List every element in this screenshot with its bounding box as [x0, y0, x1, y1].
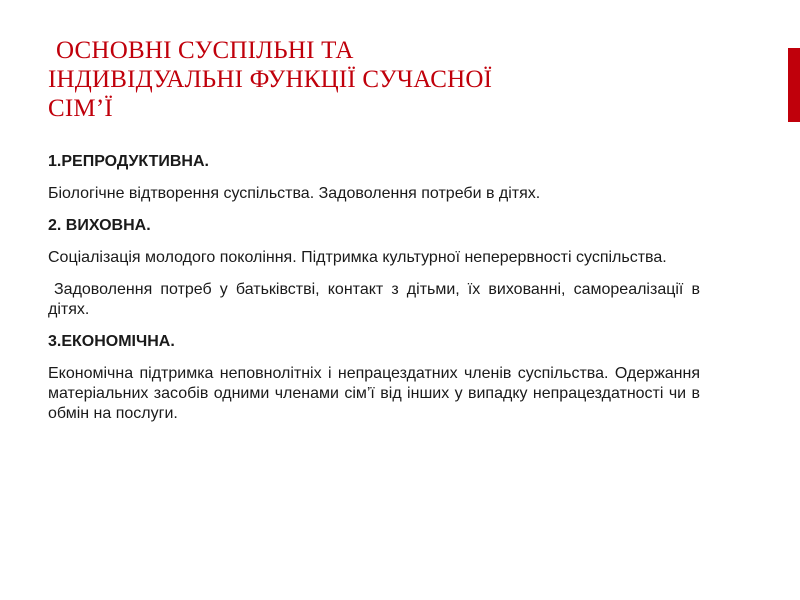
title-line-3: СІМ’Ї — [48, 95, 113, 122]
accent-bar — [788, 48, 800, 122]
title-line-2: ІНДИВІДУАЛЬНІ ФУНКЦІЇ СУЧАСНОЇ — [48, 66, 493, 93]
section-heading-educational: 2. ВИХОВНА. — [48, 217, 151, 234]
slide-title — [48, 36, 568, 123]
section-heading-economic: 3.ЕКОНОМІЧНА. — [48, 333, 175, 350]
section-text-educational-1: Соціалізація молодого покоління. Підтримка культурної неперервності суспільства. — [48, 249, 667, 266]
title-line-1: ОСНОВНІ СУСПІЛЬНІ ТА — [56, 37, 354, 64]
slide-body — [48, 152, 700, 424]
section-heading-reproductive: 1.РЕПРОДУКТИВНА. — [48, 153, 209, 170]
section-text-economic: Економічна підтримка неповнолітніх і непрацездатних членів суспільства. Одержання матеріальних засобів одними членами сім’ї від інших у випадку непрацездатності чи в обмін на послуги. — [48, 365, 700, 422]
section-text-reproductive: Біологічне відтворення суспільства. Задоволення потреби в дітях. — [48, 185, 541, 202]
section-text-educational-2: Задоволення потреб у батьківстві, контакт з дітьми, їх вихованні, самореалізації в дітях. — [48, 281, 700, 318]
